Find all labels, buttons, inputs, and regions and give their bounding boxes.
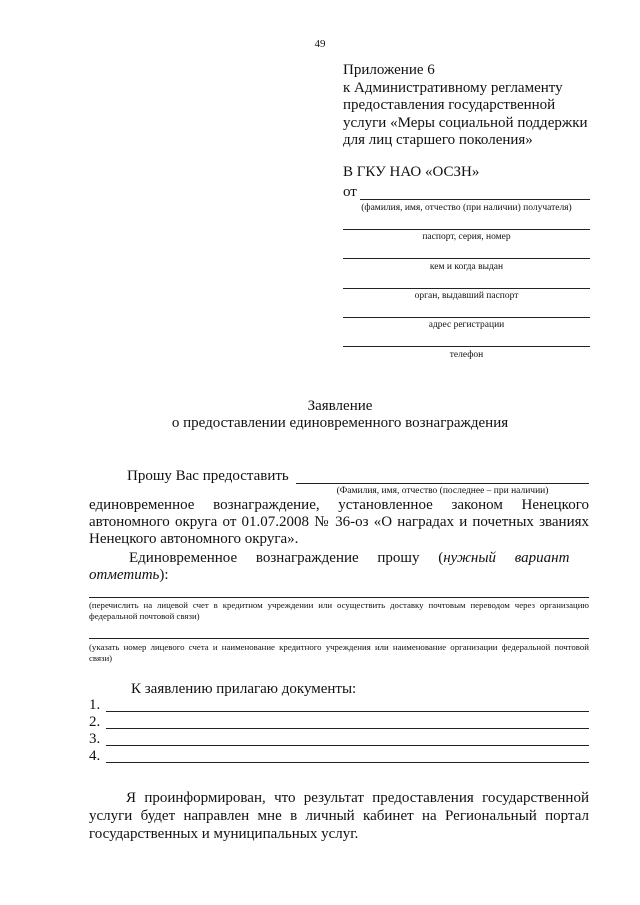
attachment-number: 2. (89, 714, 101, 730)
fill-line (296, 483, 589, 484)
attachment-item (89, 714, 589, 732)
attachment-number: 4. (89, 748, 101, 764)
payment-method-text: ): (159, 567, 169, 583)
final-text: Я проинформирован, что результат предоставления государственной услуги будет направлен мне в личный кабинет на Региональный портал государственных и муниципальных услуг. (89, 790, 589, 842)
attachments-heading: К заявлению прилагаю документы: (131, 681, 357, 697)
page-number: 49 (314, 38, 326, 50)
attachment-item (89, 697, 589, 715)
final-statement (89, 789, 589, 843)
appendix-line: предоставления государственной (343, 97, 556, 113)
fill-line (89, 597, 589, 598)
fill-line (106, 745, 589, 746)
fill-line (360, 199, 590, 200)
appendix-line: к Административному регламенту (343, 79, 563, 96)
paragraph-line: единовременное вознаграждение, установленное законом Ненецкого (89, 497, 589, 513)
fill-line (106, 728, 589, 729)
paragraph-line: Ненецкого автономного округа». (89, 531, 299, 547)
attachment-number: 3. (89, 731, 101, 747)
fill-line (343, 317, 590, 318)
payment-method-hint: отметить (89, 567, 160, 583)
payment-method-hint: нужный вариант (443, 550, 570, 566)
caption-issuer: орган, выдавший паспорт (414, 291, 519, 301)
caption-fullname: (фамилия, имя, отчество (при наличии) получателя) (361, 203, 572, 213)
attachment-item (89, 748, 589, 766)
from-row (343, 184, 590, 202)
note-account: (указать номер лицевого счета и наименование кредитного учреждения или наименование организации федеральной почтовой связи) (89, 642, 589, 663)
fill-line (343, 288, 590, 289)
note-delivery: (перечислить на лицевой счет в кредитном учреждении или осуществить доставку почтовым переводом через организацию федеральной почтовой связи) (89, 600, 589, 621)
appendix-header (343, 62, 588, 150)
document-title: Заявление (307, 398, 373, 414)
document-subtitle: о предоставлении единовременного вознаграждения (171, 415, 509, 431)
appendix-line: услуги «Меры социальной поддержки (343, 114, 588, 131)
fill-line (343, 346, 590, 347)
attachment-number: 1. (89, 697, 101, 713)
caption-requester-name: (Фамилия, имя, отчество (последнее – при наличии) (336, 486, 549, 496)
appendix-line: Приложение 6 (343, 62, 435, 78)
caption-issued: кем и когда выдан (429, 262, 504, 272)
caption-phone: телефон (449, 350, 484, 360)
fill-line (106, 762, 589, 763)
appendix-line: для лиц старшего поколения» (343, 132, 533, 148)
request-lead: Прошу Вас предоставить (127, 468, 289, 484)
caption-address: адрес регистрации (428, 320, 505, 330)
from-label: от (343, 184, 357, 200)
addressee-to: В ГКУ НАО «ОСЗН» (343, 164, 480, 180)
fill-line (343, 258, 590, 259)
attachment-item (89, 731, 589, 749)
fill-line (343, 229, 590, 230)
payment-method-text: Единовременное вознаграждение прошу ( (129, 550, 444, 566)
payment-method-line (89, 567, 589, 584)
payment-method-line (129, 550, 589, 567)
caption-passport: паспорт, серия, номер (422, 232, 511, 242)
fill-line (106, 711, 589, 712)
fill-line (89, 638, 589, 639)
paragraph-line: автономного округа от 01.07.2008 № 36-оз «О наградах и почетных званиях (89, 514, 589, 530)
